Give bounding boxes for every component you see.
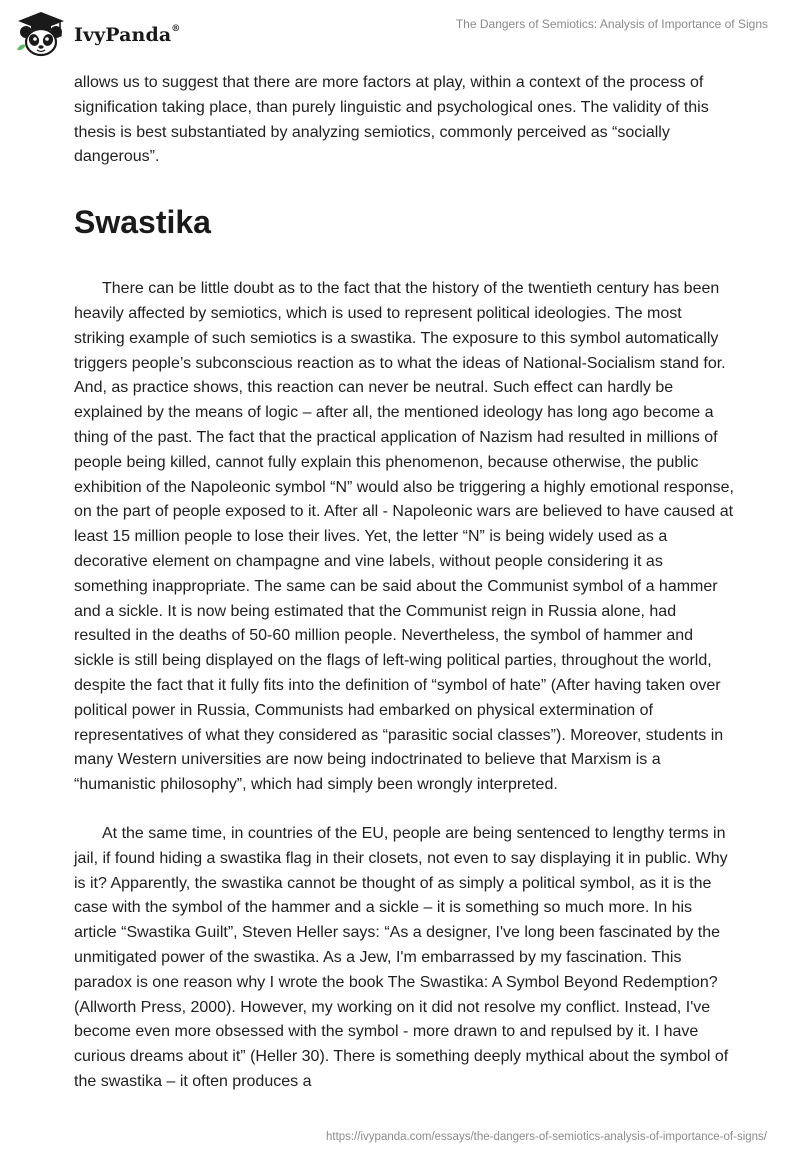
section-heading: Swastika — [74, 204, 211, 241]
page-header — [0, 0, 800, 70]
intro-paragraph: allows us to suggest that there are more factors at play, within a context of the process of signification taking place, than purely linguistic and psychological ones. The validity of this thesis is best substantiated by analyzing semiotics, commonly perceived as “socially dangerous”. — [74, 74, 709, 166]
paragraph-spacer — [74, 798, 734, 822]
page-title: The Dangers of Semiotics: Analysis of Importance of Signs — [455, 17, 768, 31]
brand-name-text: IvyPanda — [74, 24, 172, 46]
body-paragraph: There can be little doubt as to the fact that the history of the twentieth century has been heavily affected by semiotics, which is used to represent political ideologies. The most striking example of such semiotics is a swastika. The exposure to this symbol automatically triggers people’s subconscious reaction as to what the ideas of National-Socialism stand for. And, as practice shows, this reaction can never be neutral. Such effect can hardly be explained by the means of logic – after all, the mentioned ideology has long ago become a thing of the past. The fact that the practical application of Nazism had resulted in millions of people being killed, cannot fully explain this phenomenon, because otherwise, the public exhibition of the Napoleonic symbol “N” would also be triggering a highly emotional response, on the part of people exposed to it. After all - Napoleonic wars are believed to have caused at least 15 million people to lose their lives. Yet, the letter “N” is being widely used as a decorative element on champagne and vine labels, without people considering it as something inappropriate. The same can be said about the Communist symbol of a hammer and a sickle. It is now being estimated that the Communist reign in Russia alone, had resulted in the deaths of 50-60 million people. Nevertheless, the symbol of hammer and sickle is still being displayed on the flags of left-wing political parties, throughout the world, despite the fact that it fully fits into the definition of “symbol of hate” (After having taken over political power in Russia, Communists had embarked on physical extermination of representatives of what they considered as “parasitic social classes”). Moreover, students in many Western universities are now being indoctrinated to believe that Marxism is a “humanistic philosophy”, which had simply been wrongly interpreted. — [74, 280, 734, 794]
registered-mark: ® — [171, 23, 181, 34]
brand-logo[interactable] — [14, 10, 180, 58]
brand-name — [74, 24, 180, 46]
source-url[interactable]: https://ivypanda.com/essays/the-dangers-of-semiotics-analysis-of-importance-of-signs/ — [325, 1131, 767, 1143]
panda-graduate-icon — [14, 10, 68, 58]
article-body — [74, 71, 734, 1095]
body-paragraph: At the same time, in countries of the EU, people are being sentenced to lengthy terms in jail, if found hiding a swastika flag in their closets, not even to say displaying it in public. Why is it? Apparently, the swastika cannot be thought of as simply a political symbol, as it is the case with the symbol of the hammer and a sickle – it is something so much more. In his article “Swastika Guilt”, Steven Heller says: “As a designer, I've long been fascinated by the unmitigated power of the swastika. As a Jew, I'm embarrassed by my fascination. This paradox is one reason why I wrote the book The Swastika: A Symbol Beyond Redemption? (Allworth Press, 2000). However, my working on it did not resolve my conflict. Instead, I've become even more obsessed with the symbol - more drawn to and repulsed by it. I have curious dreams about it” (Heller 30). There is something deeply mythical about the symbol of the swastika – it often produces a — [74, 824, 729, 1090]
